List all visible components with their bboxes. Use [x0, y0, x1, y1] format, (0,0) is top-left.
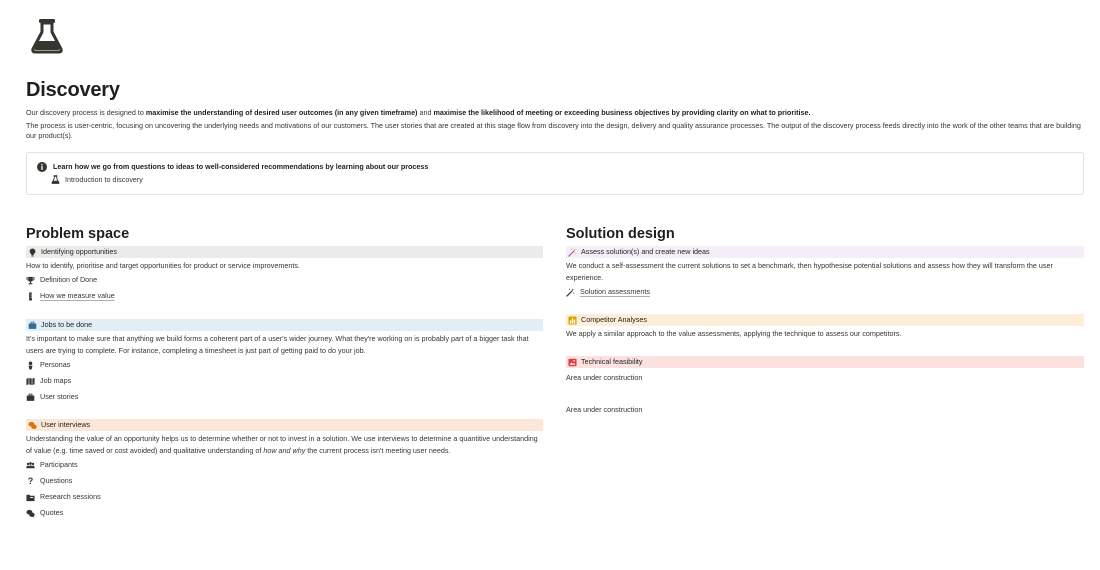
band-jobs-to-be-done [26, 319, 543, 331]
flask-icon [30, 18, 64, 54]
image-icon [568, 358, 577, 367]
person-icon [26, 361, 35, 370]
link-label: Personas [40, 360, 71, 369]
link-research-sessions[interactable] [26, 489, 543, 505]
intro-p1-bold-1: maximise the understanding of desired user outcomes (in any given timeframe) [145, 108, 418, 117]
callout-text: Learn how we go from questions to ideas to well-considered recommendations by learning about our process [53, 162, 429, 171]
link-solution-assessments[interactable] [566, 284, 1084, 300]
solution-design-heading: Solution design [566, 226, 675, 242]
band-label: Technical feasibility [581, 357, 643, 366]
process-callout [26, 152, 1084, 195]
link-label: Solution assessments [580, 287, 650, 296]
link-label: Participants [40, 460, 78, 469]
band-user-interviews [26, 419, 543, 431]
interviews-desc-a: Understanding the value of an opportunity helps us to determine whether or not to invest in a solution. We use interviews to determine a quantitive understanding of value (e.g. time saved or cost avoided) and qualitative understanding of [26, 434, 538, 455]
interviews-desc-c: the current process isn't meeting user needs. [305, 446, 451, 455]
callout-row [37, 161, 1073, 172]
page-title: Discovery [26, 79, 120, 101]
link-how-we-measure-value[interactable] [26, 288, 543, 304]
link-user-stories[interactable] [26, 389, 543, 405]
band-label: Jobs to be done [41, 320, 93, 329]
bar-chart-icon [568, 316, 577, 325]
link-label: Questions [40, 476, 73, 485]
speech-bubbles-icon [26, 509, 35, 518]
problem-space-heading: Problem space [26, 226, 130, 242]
opportunities-description: How to identify, prioritise and target opportunities for product or service improvements. [26, 261, 300, 270]
band-label: Identifying opportunities [41, 247, 117, 256]
link-questions[interactable] [26, 473, 543, 489]
intro-paragraph-1 [26, 108, 1084, 119]
magic-wand-icon [566, 288, 575, 297]
briefcase-icon [26, 393, 35, 402]
link-label: Quotes [40, 508, 64, 517]
technical-placeholder-2: Area under construction [566, 405, 643, 414]
band-assess-solutions [566, 246, 1084, 258]
band-identifying-opportunities [26, 246, 543, 258]
link-participants[interactable] [26, 457, 543, 473]
flask-icon [51, 175, 60, 184]
band-label: Assess solution(s) and create new ideas [581, 247, 710, 256]
link-personas[interactable] [26, 357, 543, 373]
folder-icon [26, 493, 35, 502]
info-icon [37, 162, 47, 172]
intro-p1-bold-2: maximise the likelihood of meeting or exceeding business objectives by providing clarity on what to prioritise. [433, 108, 811, 117]
solution-design-column [566, 224, 1084, 416]
trophy-icon [26, 276, 35, 285]
map-icon [26, 377, 35, 386]
link-label: Definition of Done [40, 275, 98, 284]
band-competitor-analyses [566, 314, 1084, 326]
people-icon [26, 461, 35, 470]
speech-bubbles-icon [28, 421, 37, 430]
link-job-maps[interactable] [26, 373, 543, 389]
link-quotes[interactable] [26, 505, 543, 521]
competitor-description: We apply a similar approach to the value assessments, applying the technique to assess our competitors. [566, 329, 902, 338]
intro-p1-a: Our discovery process is designed to [26, 108, 146, 117]
lightbulb-icon [28, 248, 37, 257]
jobs-description: It's important to make sure that anything we build forms a coherent part of a user's wider journey. What they're working on is probably part of a bigger task that users are trying to complete. For instance, completing a timesheet is just part of getting paid to do your job. [26, 334, 529, 355]
band-label: User interviews [41, 420, 91, 429]
link-label: User stories [40, 392, 79, 401]
link-label: Job maps [40, 376, 72, 385]
intro-text [26, 108, 1084, 144]
assess-description: We conduct a self-assessment the current solutions to set a benchmark, then hypothesise potential solutions and assess how they will transform the user experience. [566, 261, 1053, 282]
band-label: Competitor Analyses [581, 315, 647, 324]
intro-paragraph-2: The process is user-centric, focusing on uncovering the underlying needs and motivations of our customers. The user stories that are created at this stage flow from discovery into the design, delivery and quality assurance processes. The output of the discovery process feeds directly into the work of the other teams that are building our product(s). [26, 120, 1081, 141]
question-icon: ? [27, 476, 34, 486]
interviews-description [26, 433, 543, 457]
briefcase-icon [28, 321, 37, 330]
link-label: Research sessions [40, 492, 101, 501]
ruler-icon [26, 292, 35, 301]
link-definition-of-done[interactable] [26, 272, 543, 288]
intro-p1-c: and [417, 108, 434, 117]
callout-link-intro[interactable] [51, 174, 1073, 185]
problem-space-column [26, 224, 543, 521]
interviews-desc-italic: how and why [263, 446, 306, 455]
callout-link-label: Introduction to discovery [65, 175, 143, 184]
magic-wand-icon [568, 248, 577, 257]
technical-placeholder-1: Area under construction [566, 373, 643, 382]
link-label: How we measure value [40, 291, 115, 300]
band-technical-feasibility [566, 356, 1084, 368]
